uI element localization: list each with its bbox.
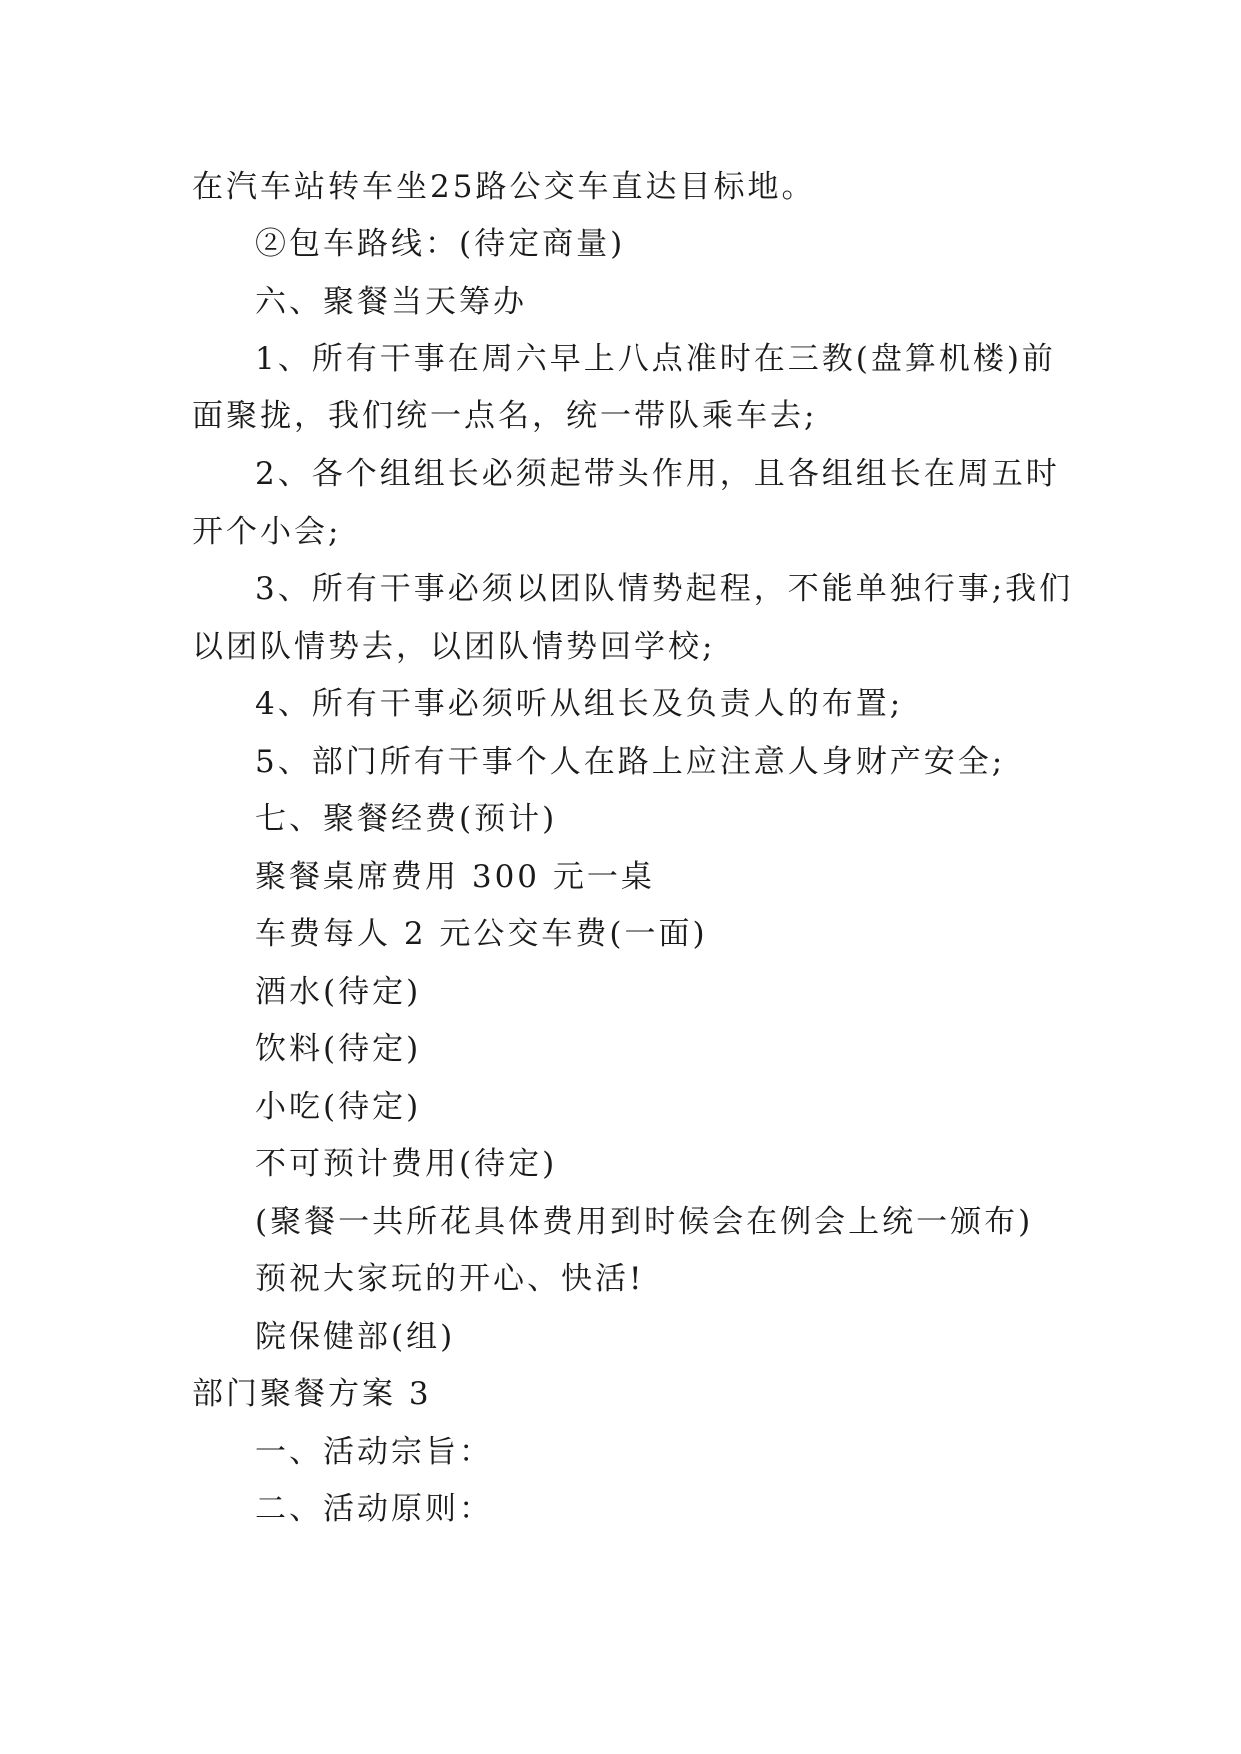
text-line: 1、所有干事在周六早上八点准时在三教(盘算机楼)前 [255, 341, 1056, 377]
text-line: 3、所有干事必须以团队情势起程，不能单独行事;我们 [255, 571, 1074, 607]
text-line: 2、各个组组长必须起带头作用，且各组组长在周五时 [255, 456, 1060, 492]
document-title: 部门聚餐方案 3 [192, 1376, 432, 1412]
text-line: (聚餐一共所花具体费用到时候会在例会上统一颁布) [255, 1204, 1034, 1240]
text-line: 面聚拢，我们统一点名，统一带队乘车去; [192, 398, 818, 434]
text-line: 5、部门所有干事个人在路上应注意人身财产安全; [255, 744, 1006, 780]
section-heading: 一、活动宗旨： [255, 1434, 493, 1470]
text-line: 车费每人 2 元公交车费(一面) [255, 916, 708, 952]
text-line: ②包车路线：(待定商量) [255, 226, 626, 262]
text-line: 饮料(待定) [255, 1031, 422, 1067]
text-line: 预祝大家玩的开心、快活! [255, 1261, 645, 1297]
text-line: 不可预计费用(待定) [255, 1146, 558, 1182]
text-line: 以团队情势去，以团队情势回学校; [192, 629, 716, 665]
signature-line: 院保健部(组) [255, 1319, 456, 1355]
text-line: 小吃(待定) [255, 1089, 422, 1125]
text-line: 开个小会; [192, 514, 342, 550]
text-line: 4、所有干事必须听从组长及负责人的布置; [255, 686, 904, 722]
text-line: 在汽车站转车坐25路公交车直达目标地。 [192, 169, 816, 205]
section-heading: 七、聚餐经费(预计) [255, 801, 558, 837]
section-heading: 六、聚餐当天筹办 [255, 284, 527, 320]
section-heading: 二、活动原则： [255, 1491, 493, 1527]
text-line: 聚餐桌席费用 300 元一桌 [255, 859, 655, 895]
text-line: 酒水(待定) [255, 974, 422, 1010]
